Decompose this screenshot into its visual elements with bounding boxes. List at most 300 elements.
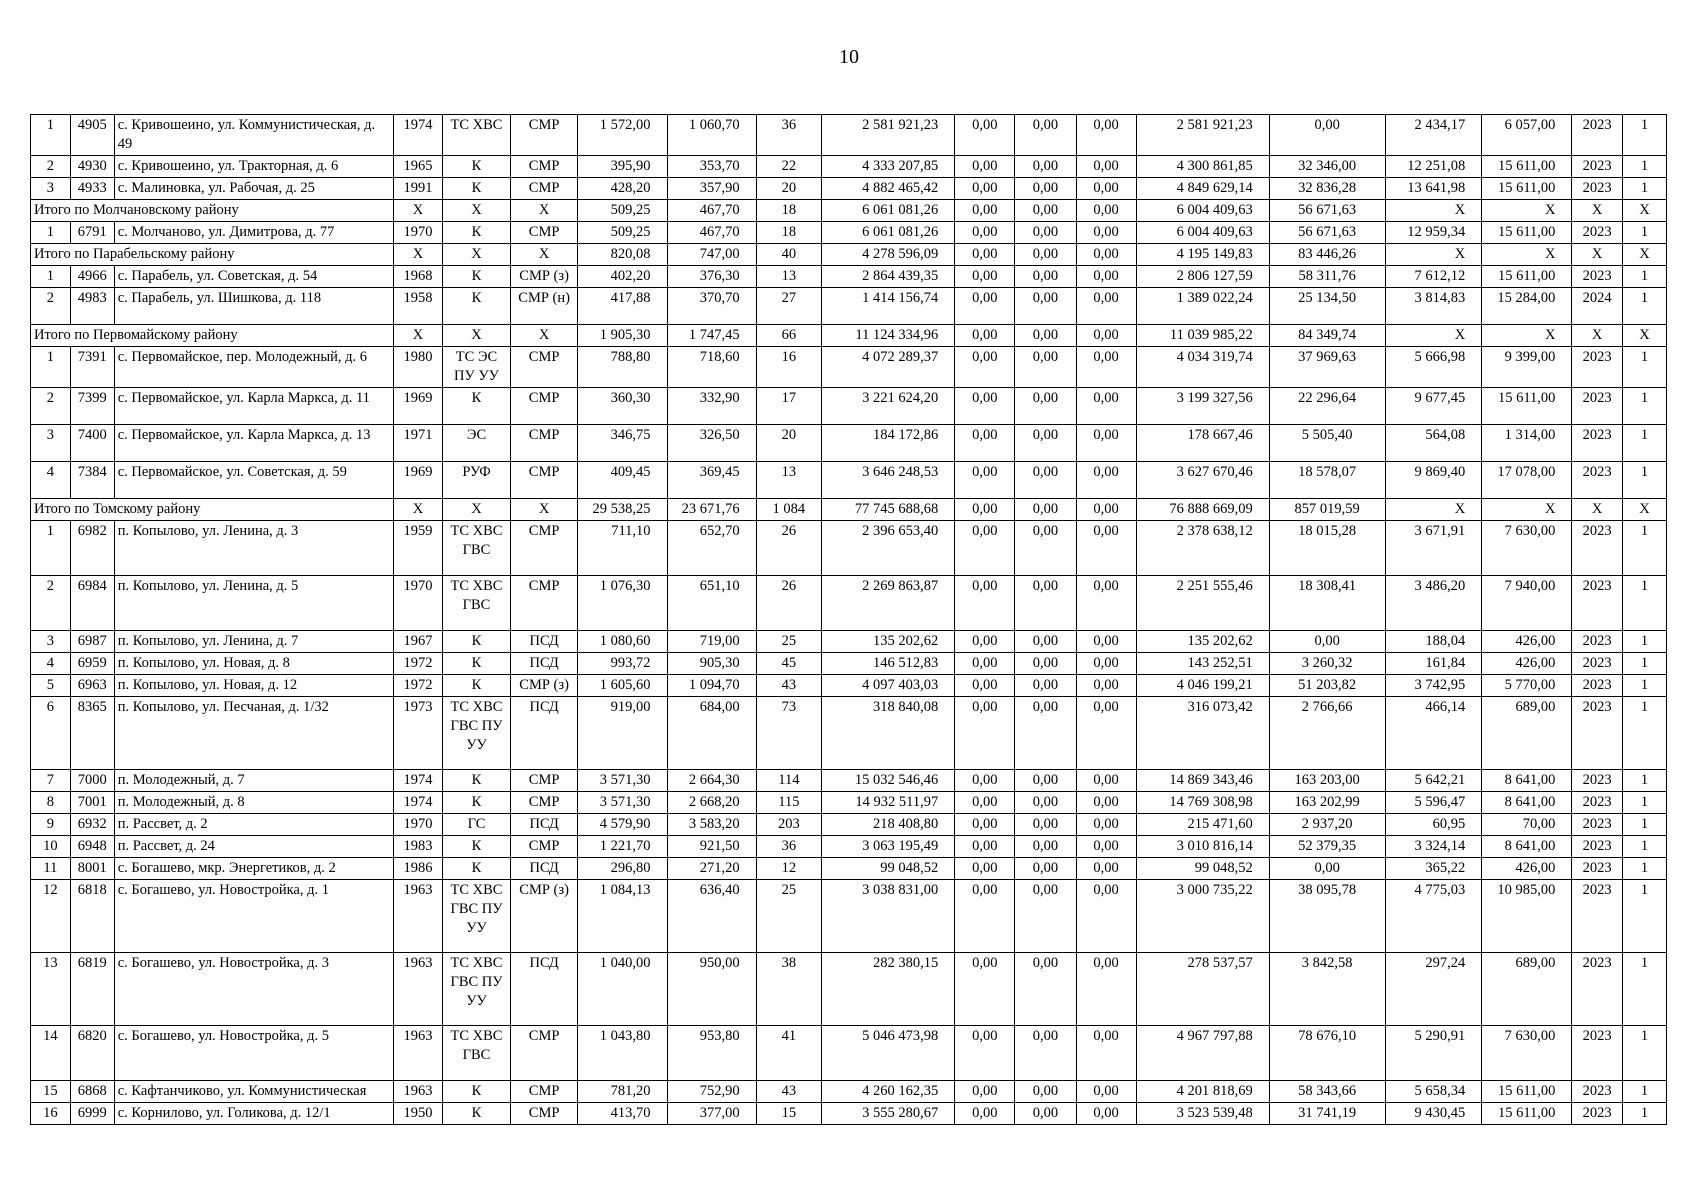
col-work-type: СМР (з) <box>510 880 578 953</box>
col-residents: 43 <box>756 675 821 697</box>
col-limit-cost: 10 985,00 <box>1482 880 1572 953</box>
col-limit-cost: Х <box>1482 200 1572 222</box>
col-plan-year: Х <box>1572 499 1622 521</box>
col-total-cost: 5 046 473,98 <box>822 1026 955 1081</box>
col-total-cost: 77 745 688,68 <box>822 499 955 521</box>
col-fund-1: 0,00 <box>955 462 1015 499</box>
col-fund-3: 0,00 <box>1076 697 1136 770</box>
col-year: 1991 <box>393 178 442 200</box>
col-fk-funds: 2 937,20 <box>1269 814 1385 836</box>
col-method: 1 <box>1622 814 1666 836</box>
col-fund-2: 0,00 <box>1015 653 1076 675</box>
col-living-area: 905,30 <box>667 653 756 675</box>
col-row-number: 9 <box>31 814 71 836</box>
col-fund-2: 0,00 <box>1015 115 1076 156</box>
col-address: с. Молчаново, ул. Димитрова, д. 77 <box>114 222 393 244</box>
col-fund-1: 0,00 <box>955 156 1015 178</box>
col-total-cost: 6 061 081,26 <box>822 222 955 244</box>
col-residents: 73 <box>756 697 821 770</box>
col-element-kind: ЭС <box>443 425 511 462</box>
col-fund-2: 0,00 <box>1015 222 1076 244</box>
col-work-type: СМР <box>510 388 578 425</box>
col-fund-3: 0,00 <box>1076 288 1136 325</box>
col-year: Х <box>393 499 442 521</box>
col-house-code: 6791 <box>70 222 114 244</box>
col-fund-3: 0,00 <box>1076 244 1136 266</box>
col-total-cost: 3 063 195,49 <box>822 836 955 858</box>
col-address: с. Кривошеино, ул. Коммунистическая, д. 49 <box>114 115 393 156</box>
col-fund-1: 0,00 <box>955 521 1015 576</box>
col-method: 1 <box>1622 266 1666 288</box>
table-row <box>31 858 1667 880</box>
col-fund-1: 0,00 <box>955 1103 1015 1125</box>
table-row <box>31 288 1667 325</box>
col-fk-funds: 25 134,50 <box>1269 288 1385 325</box>
col-fk-funds: 857 019,59 <box>1269 499 1385 521</box>
col-fund-3: 0,00 <box>1076 499 1136 521</box>
col-work-type: СМР <box>510 115 578 156</box>
col-residents: 16 <box>756 347 821 388</box>
col-fk-funds: 83 446,26 <box>1269 244 1385 266</box>
col-house-code: 6959 <box>70 653 114 675</box>
col-unit-cost: Х <box>1385 325 1482 347</box>
col-row-number: 3 <box>31 631 71 653</box>
col-total-area: 4 579,90 <box>578 814 667 836</box>
col-row-number: 2 <box>31 388 71 425</box>
col-row-number: 2 <box>31 288 71 325</box>
repair-schedule-table <box>30 114 1667 1125</box>
col-address: п. Копылово, ул. Песчаная, д. 1/32 <box>114 697 393 770</box>
col-element-kind: К <box>443 222 511 244</box>
col-total-cost: 4 097 403,03 <box>822 675 955 697</box>
col-plan-year: 2023 <box>1572 792 1622 814</box>
col-fund-3: 0,00 <box>1076 388 1136 425</box>
col-fund-2: 0,00 <box>1015 200 1076 222</box>
col-method: 1 <box>1622 1103 1666 1125</box>
col-year: 1967 <box>393 631 442 653</box>
col-total-cost: 4 260 162,35 <box>822 1081 955 1103</box>
col-total-area: 820,08 <box>578 244 667 266</box>
col-unit-cost: 3 814,83 <box>1385 288 1482 325</box>
col-fund-3: 0,00 <box>1076 770 1136 792</box>
col-fk-funds: 84 349,74 <box>1269 325 1385 347</box>
district-total-label: Итого по Молчановскому району <box>31 200 394 222</box>
col-year: 1974 <box>393 792 442 814</box>
col-living-area: 747,00 <box>667 244 756 266</box>
table-row <box>31 697 1667 770</box>
col-living-area: 636,40 <box>667 880 756 953</box>
col-element-kind: К <box>443 836 511 858</box>
col-work-type: СМР <box>510 792 578 814</box>
col-fund-1: 0,00 <box>955 576 1015 631</box>
col-method: 1 <box>1622 222 1666 244</box>
col-year: 1986 <box>393 858 442 880</box>
col-fund-1: 0,00 <box>955 244 1015 266</box>
col-element-kind: К <box>443 388 511 425</box>
col-owner-funds: 4 201 818,69 <box>1136 1081 1269 1103</box>
col-fund-3: 0,00 <box>1076 462 1136 499</box>
col-owner-funds: 316 073,42 <box>1136 697 1269 770</box>
col-total-cost: 3 221 624,20 <box>822 388 955 425</box>
col-fund-2: 0,00 <box>1015 858 1076 880</box>
col-method: 1 <box>1622 1026 1666 1081</box>
col-total-cost: 184 172,86 <box>822 425 955 462</box>
col-method: Х <box>1622 325 1666 347</box>
district-total-label: Итого по Первомайскому району <box>31 325 394 347</box>
col-unit-cost: 5 658,34 <box>1385 1081 1482 1103</box>
col-limit-cost: 426,00 <box>1482 631 1572 653</box>
table-row <box>31 425 1667 462</box>
col-address: с. Богашево, ул. Новостройка, д. 1 <box>114 880 393 953</box>
district-total-label: Итого по Томскому району <box>31 499 394 521</box>
col-method: 1 <box>1622 653 1666 675</box>
col-work-type: СМР <box>510 222 578 244</box>
col-fund-2: 0,00 <box>1015 631 1076 653</box>
col-limit-cost: 8 641,00 <box>1482 836 1572 858</box>
col-residents: 203 <box>756 814 821 836</box>
col-house-code: 7400 <box>70 425 114 462</box>
table-row <box>31 814 1667 836</box>
col-residents: 45 <box>756 653 821 675</box>
col-address: с. Кафтанчиково, ул. Коммунистическая <box>114 1081 393 1103</box>
col-element-kind: ГС <box>443 814 511 836</box>
col-work-type: СМР <box>510 347 578 388</box>
col-owner-funds: 2 251 555,46 <box>1136 576 1269 631</box>
col-residents: 17 <box>756 388 821 425</box>
table-row <box>31 388 1667 425</box>
col-fund-2: 0,00 <box>1015 425 1076 462</box>
col-house-code: 6963 <box>70 675 114 697</box>
col-fk-funds: 18 308,41 <box>1269 576 1385 631</box>
col-year: 1969 <box>393 388 442 425</box>
col-work-type: СМР <box>510 425 578 462</box>
col-fund-1: 0,00 <box>955 653 1015 675</box>
col-year: 1958 <box>393 288 442 325</box>
col-limit-cost: 1 314,00 <box>1482 425 1572 462</box>
col-fund-3: 0,00 <box>1076 836 1136 858</box>
col-plan-year: 2023 <box>1572 836 1622 858</box>
col-unit-cost: 9 869,40 <box>1385 462 1482 499</box>
col-total-area: 395,90 <box>578 156 667 178</box>
col-unit-cost: 5 666,98 <box>1385 347 1482 388</box>
col-row-number: 8 <box>31 792 71 814</box>
col-residents: 36 <box>756 836 821 858</box>
col-limit-cost: 689,00 <box>1482 697 1572 770</box>
district-total-row <box>31 200 1667 222</box>
col-fk-funds: 32 836,28 <box>1269 178 1385 200</box>
col-limit-cost: 15 611,00 <box>1482 1103 1572 1125</box>
col-fund-2: 0,00 <box>1015 521 1076 576</box>
col-work-type: Х <box>510 200 578 222</box>
col-owner-funds: 4 967 797,88 <box>1136 1026 1269 1081</box>
col-year: Х <box>393 200 442 222</box>
col-residents: 13 <box>756 266 821 288</box>
col-method: Х <box>1622 200 1666 222</box>
col-living-area: 467,70 <box>667 200 756 222</box>
col-total-area: 1 572,00 <box>578 115 667 156</box>
col-limit-cost: 426,00 <box>1482 858 1572 880</box>
col-unit-cost: 60,95 <box>1385 814 1482 836</box>
col-owner-funds: 135 202,62 <box>1136 631 1269 653</box>
table-row <box>31 675 1667 697</box>
col-fk-funds: 58 343,66 <box>1269 1081 1385 1103</box>
col-unit-cost: 5 596,47 <box>1385 792 1482 814</box>
col-residents: 43 <box>756 1081 821 1103</box>
col-work-type: ПСД <box>510 697 578 770</box>
col-fund-1: 0,00 <box>955 178 1015 200</box>
col-element-kind: ТС ХВС ГВС <box>443 1026 511 1081</box>
col-limit-cost: 7 630,00 <box>1482 521 1572 576</box>
col-limit-cost: Х <box>1482 499 1572 521</box>
col-fund-3: 0,00 <box>1076 521 1136 576</box>
col-total-area: 1 076,30 <box>578 576 667 631</box>
col-living-area: 1 747,45 <box>667 325 756 347</box>
col-fund-2: 0,00 <box>1015 325 1076 347</box>
col-owner-funds: 14 869 343,46 <box>1136 770 1269 792</box>
col-element-kind: К <box>443 156 511 178</box>
col-total-area: 993,72 <box>578 653 667 675</box>
col-living-area: 369,45 <box>667 462 756 499</box>
col-unit-cost: 3 671,91 <box>1385 521 1482 576</box>
col-plan-year: Х <box>1572 325 1622 347</box>
col-residents: 38 <box>756 953 821 1026</box>
col-total-area: 413,70 <box>578 1103 667 1125</box>
col-total-cost: 2 581 921,23 <box>822 115 955 156</box>
col-residents: 25 <box>756 880 821 953</box>
col-fund-3: 0,00 <box>1076 347 1136 388</box>
col-year: 1983 <box>393 836 442 858</box>
col-fk-funds: 37 969,63 <box>1269 347 1385 388</box>
col-unit-cost: 2 434,17 <box>1385 115 1482 156</box>
col-element-kind: ТС ХВС ГВС <box>443 576 511 631</box>
col-living-area: 1 060,70 <box>667 115 756 156</box>
col-unit-cost: 9 430,45 <box>1385 1103 1482 1125</box>
col-fund-2: 0,00 <box>1015 697 1076 770</box>
col-residents: 20 <box>756 425 821 462</box>
col-method: 1 <box>1622 288 1666 325</box>
col-row-number: 1 <box>31 521 71 576</box>
col-limit-cost: 7 630,00 <box>1482 1026 1572 1081</box>
col-work-type: СМР (з) <box>510 266 578 288</box>
col-total-cost: 135 202,62 <box>822 631 955 653</box>
col-address: с. Парабель, ул. Советская, д. 54 <box>114 266 393 288</box>
col-year: 1969 <box>393 462 442 499</box>
col-fund-3: 0,00 <box>1076 858 1136 880</box>
col-row-number: 11 <box>31 858 71 880</box>
col-work-type: СМР <box>510 836 578 858</box>
col-address: п. Копылово, ул. Ленина, д. 3 <box>114 521 393 576</box>
col-fk-funds: 56 671,63 <box>1269 200 1385 222</box>
col-residents: 25 <box>756 631 821 653</box>
col-row-number: 1 <box>31 266 71 288</box>
col-owner-funds: 4 849 629,14 <box>1136 178 1269 200</box>
col-total-area: 346,75 <box>578 425 667 462</box>
col-total-area: 417,88 <box>578 288 667 325</box>
col-unit-cost: 4 775,03 <box>1385 880 1482 953</box>
col-living-area: 950,00 <box>667 953 756 1026</box>
col-row-number: 6 <box>31 697 71 770</box>
col-total-area: 711,10 <box>578 521 667 576</box>
col-owner-funds: 3 010 816,14 <box>1136 836 1269 858</box>
col-owner-funds: 4 300 861,85 <box>1136 156 1269 178</box>
col-fund-3: 0,00 <box>1076 156 1136 178</box>
col-work-type: СМР <box>510 770 578 792</box>
col-row-number: 3 <box>31 425 71 462</box>
col-fund-3: 0,00 <box>1076 631 1136 653</box>
col-address: п. Рассвет, д. 24 <box>114 836 393 858</box>
col-element-kind: К <box>443 288 511 325</box>
col-fund-2: 0,00 <box>1015 814 1076 836</box>
col-total-cost: 146 512,83 <box>822 653 955 675</box>
col-residents: 18 <box>756 222 821 244</box>
table-row <box>31 521 1667 576</box>
col-living-area: 684,00 <box>667 697 756 770</box>
col-total-cost: 6 061 081,26 <box>822 200 955 222</box>
col-fund-2: 0,00 <box>1015 675 1076 697</box>
col-fk-funds: 22 296,64 <box>1269 388 1385 425</box>
col-owner-funds: 278 537,57 <box>1136 953 1269 1026</box>
table-row <box>31 115 1667 156</box>
col-residents: 26 <box>756 576 821 631</box>
col-limit-cost: 15 611,00 <box>1482 1081 1572 1103</box>
col-total-cost: 4 333 207,85 <box>822 156 955 178</box>
col-unit-cost: 466,14 <box>1385 697 1482 770</box>
col-method: 1 <box>1622 576 1666 631</box>
col-house-code: 6818 <box>70 880 114 953</box>
page-number: 10 <box>839 46 859 68</box>
col-plan-year: 2023 <box>1572 425 1622 462</box>
col-fund-3: 0,00 <box>1076 792 1136 814</box>
col-owner-funds: 2 581 921,23 <box>1136 115 1269 156</box>
table-row <box>31 1103 1667 1125</box>
col-fk-funds: 31 741,19 <box>1269 1103 1385 1125</box>
col-fk-funds: 5 505,40 <box>1269 425 1385 462</box>
col-fund-1: 0,00 <box>955 814 1015 836</box>
col-unit-cost: 9 677,45 <box>1385 388 1482 425</box>
col-fund-2: 0,00 <box>1015 770 1076 792</box>
col-method: 1 <box>1622 880 1666 953</box>
col-total-cost: 2 396 653,40 <box>822 521 955 576</box>
table-row <box>31 156 1667 178</box>
col-address: с. Первомайское, ул. Советская, д. 59 <box>114 462 393 499</box>
col-living-area: 953,80 <box>667 1026 756 1081</box>
table-row <box>31 953 1667 1026</box>
col-fund-1: 0,00 <box>955 347 1015 388</box>
col-method: 1 <box>1622 836 1666 858</box>
col-year: 1973 <box>393 697 442 770</box>
col-limit-cost: 8 641,00 <box>1482 792 1572 814</box>
col-method: 1 <box>1622 675 1666 697</box>
col-element-kind: Х <box>443 244 511 266</box>
col-living-area: 2 664,30 <box>667 770 756 792</box>
col-row-number: 7 <box>31 770 71 792</box>
col-address: с. Первомайское, ул. Карла Маркса, д. 11 <box>114 388 393 425</box>
col-year: 1963 <box>393 880 442 953</box>
col-living-area: 718,60 <box>667 347 756 388</box>
col-work-type: ПСД <box>510 653 578 675</box>
col-method: 1 <box>1622 697 1666 770</box>
col-limit-cost: 8 641,00 <box>1482 770 1572 792</box>
col-limit-cost: 689,00 <box>1482 953 1572 1026</box>
col-year: 1974 <box>393 770 442 792</box>
col-owner-funds: 76 888 669,09 <box>1136 499 1269 521</box>
col-row-number: 1 <box>31 222 71 244</box>
col-method: 1 <box>1622 388 1666 425</box>
table-row <box>31 462 1667 499</box>
col-fund-1: 0,00 <box>955 499 1015 521</box>
col-unit-cost: 3 486,20 <box>1385 576 1482 631</box>
col-year: 1963 <box>393 1026 442 1081</box>
col-fund-3: 0,00 <box>1076 200 1136 222</box>
col-residents: 20 <box>756 178 821 200</box>
col-fund-1: 0,00 <box>955 266 1015 288</box>
col-total-cost: 11 124 334,96 <box>822 325 955 347</box>
col-residents: 115 <box>756 792 821 814</box>
col-plan-year: 2023 <box>1572 1026 1622 1081</box>
col-plan-year: 2024 <box>1572 288 1622 325</box>
col-unit-cost: 13 641,98 <box>1385 178 1482 200</box>
col-fund-1: 0,00 <box>955 115 1015 156</box>
col-owner-funds: 4 034 319,74 <box>1136 347 1269 388</box>
col-address: п. Копылово, ул. Новая, д. 12 <box>114 675 393 697</box>
col-house-code: 7000 <box>70 770 114 792</box>
col-house-code: 4983 <box>70 288 114 325</box>
col-fund-2: 0,00 <box>1015 244 1076 266</box>
col-fk-funds: 163 203,00 <box>1269 770 1385 792</box>
col-plan-year: 2023 <box>1572 1081 1622 1103</box>
col-fund-1: 0,00 <box>955 675 1015 697</box>
col-total-area: 360,30 <box>578 388 667 425</box>
col-owner-funds: 2 806 127,59 <box>1136 266 1269 288</box>
col-house-code: 6868 <box>70 1081 114 1103</box>
col-unit-cost: 297,24 <box>1385 953 1482 1026</box>
col-plan-year: 2023 <box>1572 115 1622 156</box>
col-unit-cost: 7 612,12 <box>1385 266 1482 288</box>
col-house-code: 8365 <box>70 697 114 770</box>
col-year: 1972 <box>393 675 442 697</box>
col-living-area: 353,70 <box>667 156 756 178</box>
col-plan-year: 2023 <box>1572 462 1622 499</box>
col-element-kind: Х <box>443 499 511 521</box>
col-limit-cost: 9 399,00 <box>1482 347 1572 388</box>
col-element-kind: ТС ХВС <box>443 115 511 156</box>
col-work-type: ПСД <box>510 631 578 653</box>
col-row-number: 3 <box>31 178 71 200</box>
col-element-kind: ТС ХВС ГВС ПУ УУ <box>443 880 511 953</box>
col-plan-year: Х <box>1572 200 1622 222</box>
col-work-type: Х <box>510 499 578 521</box>
col-plan-year: 2023 <box>1572 880 1622 953</box>
col-address: п. Молодежный, д. 8 <box>114 792 393 814</box>
col-unit-cost: 161,84 <box>1385 653 1482 675</box>
col-element-kind: К <box>443 858 511 880</box>
col-total-area: 3 571,30 <box>578 792 667 814</box>
col-limit-cost: 426,00 <box>1482 653 1572 675</box>
col-living-area: 752,90 <box>667 1081 756 1103</box>
col-unit-cost: 12 251,08 <box>1385 156 1482 178</box>
col-row-number: 1 <box>31 347 71 388</box>
col-living-area: 921,50 <box>667 836 756 858</box>
col-fund-3: 0,00 <box>1076 814 1136 836</box>
table-body <box>31 115 1667 1125</box>
col-plan-year: 2023 <box>1572 156 1622 178</box>
col-plan-year: 2023 <box>1572 814 1622 836</box>
col-work-type: ПСД <box>510 858 578 880</box>
col-fund-1: 0,00 <box>955 631 1015 653</box>
col-fund-1: 0,00 <box>955 1026 1015 1081</box>
col-work-type: СМР <box>510 521 578 576</box>
col-living-area: 377,00 <box>667 1103 756 1125</box>
